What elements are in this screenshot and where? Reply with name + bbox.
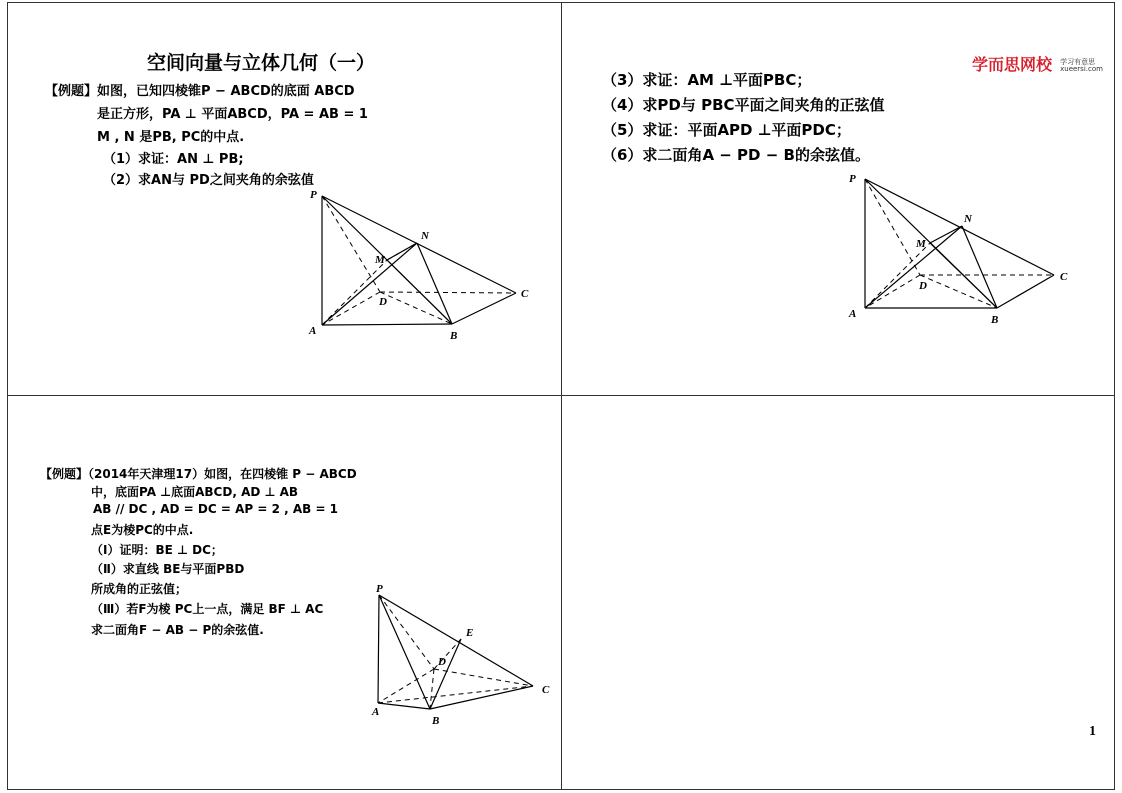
label-c: C <box>1060 271 1068 283</box>
label-p: P <box>849 173 856 185</box>
label-n: N <box>421 230 429 242</box>
example-2-part-2: （Ⅱ）求直线 BE与平面PBD <box>91 562 245 576</box>
label-d: D <box>919 280 927 292</box>
label-m: M <box>916 238 926 250</box>
example-2-part-2-cont: 所成角的正弦值； <box>91 582 188 596</box>
pyramid-figure-2 <box>840 167 1080 332</box>
example-2-line-4: 点E为棱PC的中点. <box>91 523 194 537</box>
page-title: 空间向量与立体几何（一） <box>147 52 376 74</box>
label-a: A <box>309 325 317 337</box>
question-5: （5）求证：平面APD ⊥平面PDC； <box>602 121 851 139</box>
example-2-line-3: AB // DC , AD = DC = AP = 2 , AB = 1 <box>93 502 339 516</box>
label-b: B <box>432 715 440 727</box>
label-a: A <box>372 706 380 718</box>
slide-1 <box>7 2 561 395</box>
label-p: P <box>376 583 383 595</box>
example-1-line-1: 【例题】如图，已知四棱锥P − ABCD的底面 ABCD <box>45 84 355 99</box>
label-c: C <box>521 288 529 300</box>
example-2-line-2: 中，底面PA ⊥底面ABCD, AD ⊥ AB <box>91 485 299 499</box>
example-1-line-3: M , N 是PB, PC的中点. <box>97 130 245 145</box>
logo-url: xueersi.com <box>1060 64 1103 73</box>
example-1-question-1: （1）求证：AN ⊥ PB; <box>103 152 244 167</box>
label-a: A <box>849 308 857 320</box>
slide-3 <box>7 396 561 790</box>
label-p: P <box>310 189 317 201</box>
slide-2 <box>562 2 1115 395</box>
pyramid-figure-1 <box>292 182 542 347</box>
label-b: B <box>450 330 458 342</box>
logo-slogan: 学习有意思 <box>1060 57 1096 66</box>
question-6: （6）求二面角A − PD − B的余弦值。 <box>602 146 870 164</box>
logo-subtext <box>1060 59 1103 73</box>
question-3: （3）求证：AM ⊥平面PBC； <box>602 71 812 89</box>
label-m: M <box>375 254 385 266</box>
brand-logo <box>972 52 1103 75</box>
example-2-line-1: 【例题】（2014年天津理17）如图，在四棱锥 P − ABCD <box>40 467 357 481</box>
label-d: D <box>438 656 446 668</box>
label-b: B <box>991 314 999 326</box>
example-2-part-3-cont: 求二面角F − AB − P的余弦值. <box>91 623 264 637</box>
logo-text: 学而思网校 <box>972 55 1053 74</box>
pyramid-figure-3 <box>362 581 562 731</box>
example-2-part-3: （Ⅲ）若F为棱 PC上一点，满足 BF ⊥ AC <box>91 602 324 616</box>
label-c: C <box>542 684 550 696</box>
label-e: E <box>466 627 474 639</box>
label-d: D <box>379 296 387 308</box>
page-number: 1 <box>1089 724 1096 739</box>
example-2-part-1: （Ⅰ）证明：BE ⊥ DC； <box>91 543 223 557</box>
example-1-question-2: （2）求AN与 PD之间夹角的余弦值 <box>103 173 314 188</box>
question-4: （4）求PD与 PBC平面之间夹角的正弦值 <box>602 96 885 114</box>
label-n: N <box>964 213 972 225</box>
example-1-line-2: 是正方形，PA ⊥ 平面ABCD，PA = AB = 1 <box>97 107 368 122</box>
